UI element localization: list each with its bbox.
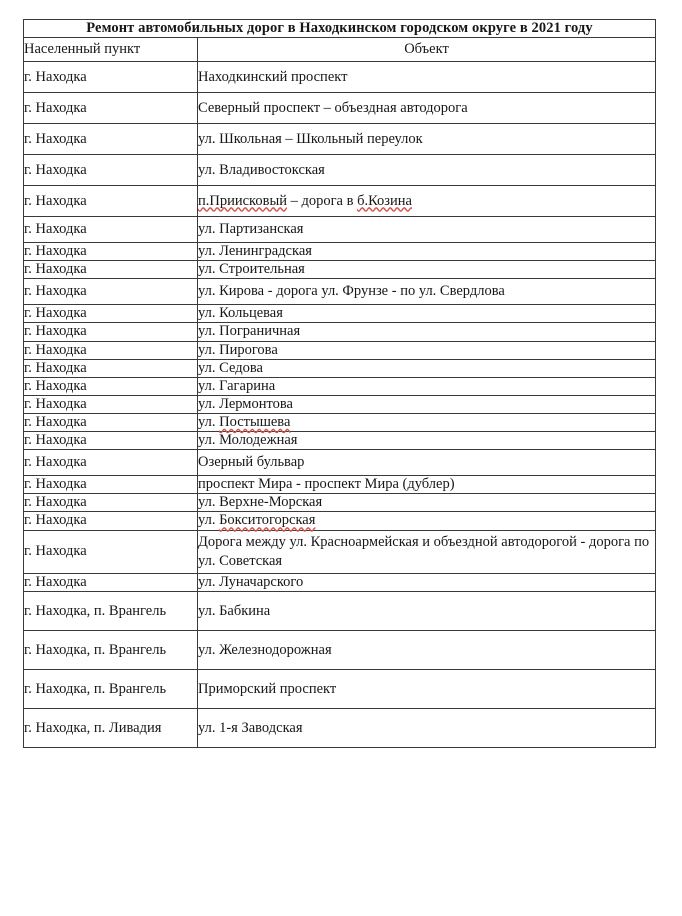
cell-object	[198, 186, 656, 217]
spellcheck-flagged-text: Постышева	[219, 413, 291, 430]
cell-object: ул. Луначарского	[198, 573, 656, 591]
cell-object: ул. Школьная – Школьный переулок	[198, 124, 656, 155]
cell-place: г. Находка	[24, 359, 198, 377]
table-row	[24, 708, 656, 747]
table-row	[24, 377, 656, 395]
table-row	[24, 243, 656, 261]
cell-place: г. Находка	[24, 450, 198, 476]
table-title-row	[24, 20, 656, 38]
cell-object: Северный проспект – объездная автодорога	[198, 93, 656, 124]
table-row	[24, 476, 656, 494]
cell-object: Озерный бульвар	[198, 450, 656, 476]
cell-object: Дорога между ул. Красноармейская и объездной автодорогой - дорога по ул. Советская	[198, 530, 656, 573]
table-row	[24, 494, 656, 512]
table-row	[24, 93, 656, 124]
cell-place: г. Находка, п. Ливадия	[24, 708, 198, 747]
cell-place: г. Находка	[24, 261, 198, 279]
cell-object: ул. Молодежная	[198, 432, 656, 450]
cell-place: г. Находка	[24, 305, 198, 323]
cell-place: г. Находка	[24, 62, 198, 93]
cell-object: ул. Седова	[198, 359, 656, 377]
cell-object: Приморский проспект	[198, 669, 656, 708]
cell-object: ул. 1-я Заводская	[198, 708, 656, 747]
table-row	[24, 432, 656, 450]
table-row	[24, 155, 656, 186]
cell-object: ул. Кирова - дорога ул. Фрунзе - по ул. Свердлова	[198, 279, 656, 305]
cell-place: г. Находка	[24, 494, 198, 512]
cell-object: проспект Мира - проспект Мира (дублер)	[198, 476, 656, 494]
table-row	[24, 395, 656, 413]
table-row	[24, 530, 656, 573]
cell-object: ул. Пирогова	[198, 341, 656, 359]
cell-place: г. Находка	[24, 395, 198, 413]
table-row	[24, 630, 656, 669]
table-row	[24, 359, 656, 377]
cell-place: г. Находка	[24, 243, 198, 261]
cell-object: ул. Бабкина	[198, 591, 656, 630]
column-header-object: Объект	[198, 38, 656, 62]
road-repair-table	[23, 19, 656, 748]
table-row	[24, 62, 656, 93]
cell-object	[198, 512, 656, 530]
cell-place: г. Находка	[24, 512, 198, 530]
cell-place: г. Находка	[24, 155, 198, 186]
cell-place: г. Находка	[24, 530, 198, 573]
cell-object: Находкинский проспект	[198, 62, 656, 93]
table-row	[24, 279, 656, 305]
cell-place: г. Находка	[24, 377, 198, 395]
column-header-place: Населенный пункт	[24, 38, 198, 62]
cell-place: г. Находка	[24, 341, 198, 359]
cell-place: г. Находка	[24, 93, 198, 124]
cell-object	[198, 413, 656, 431]
cell-object: ул. Железнодорожная	[198, 630, 656, 669]
cell-place: г. Находка	[24, 279, 198, 305]
spellcheck-flagged-text: п.Приисковый	[198, 192, 287, 209]
spellcheck-flagged-text: Бокситогорская	[219, 512, 316, 529]
table-row	[24, 341, 656, 359]
table-row	[24, 573, 656, 591]
object-text: – дорога в	[286, 192, 358, 209]
cell-place: г. Находка, п. Врангель	[24, 591, 198, 630]
cell-object: ул. Верхне-Морская	[198, 494, 656, 512]
spellcheck-flagged-text: б.Козина	[357, 192, 412, 209]
table-row	[24, 261, 656, 279]
table-row	[24, 669, 656, 708]
table-row	[24, 450, 656, 476]
cell-place: г. Находка	[24, 323, 198, 341]
table-row	[24, 305, 656, 323]
cell-place: г. Находка	[24, 186, 198, 217]
table-row	[24, 186, 656, 217]
cell-place: г. Находка	[24, 573, 198, 591]
cell-place: г. Находка, п. Врангель	[24, 669, 198, 708]
table-body	[24, 20, 656, 748]
table-row	[24, 512, 656, 530]
cell-object: ул. Ленинградская	[198, 243, 656, 261]
cell-object: ул. Гагарина	[198, 377, 656, 395]
cell-place: г. Находка	[24, 476, 198, 494]
cell-object: ул. Владивостокская	[198, 155, 656, 186]
object-text: ул.	[198, 413, 220, 430]
table-row	[24, 124, 656, 155]
table-row	[24, 217, 656, 243]
cell-place: г. Находка	[24, 432, 198, 450]
table-header-row	[24, 38, 656, 62]
cell-place: г. Находка	[24, 413, 198, 431]
cell-object: ул. Пограничная	[198, 323, 656, 341]
cell-place: г. Находка	[24, 124, 198, 155]
cell-object: ул. Лермонтова	[198, 395, 656, 413]
cell-object: ул. Партизанская	[198, 217, 656, 243]
cell-place: г. Находка, п. Врангель	[24, 630, 198, 669]
page-title: Ремонт автомобильных дорог в Находкинском городском округе в 2021 году	[24, 20, 656, 38]
cell-place: г. Находка	[24, 217, 198, 243]
table-row	[24, 413, 656, 431]
cell-object: ул. Строительная	[198, 261, 656, 279]
cell-object: ул. Кольцевая	[198, 305, 656, 323]
table-row	[24, 323, 656, 341]
object-text: ул.	[198, 512, 220, 529]
table-row	[24, 591, 656, 630]
